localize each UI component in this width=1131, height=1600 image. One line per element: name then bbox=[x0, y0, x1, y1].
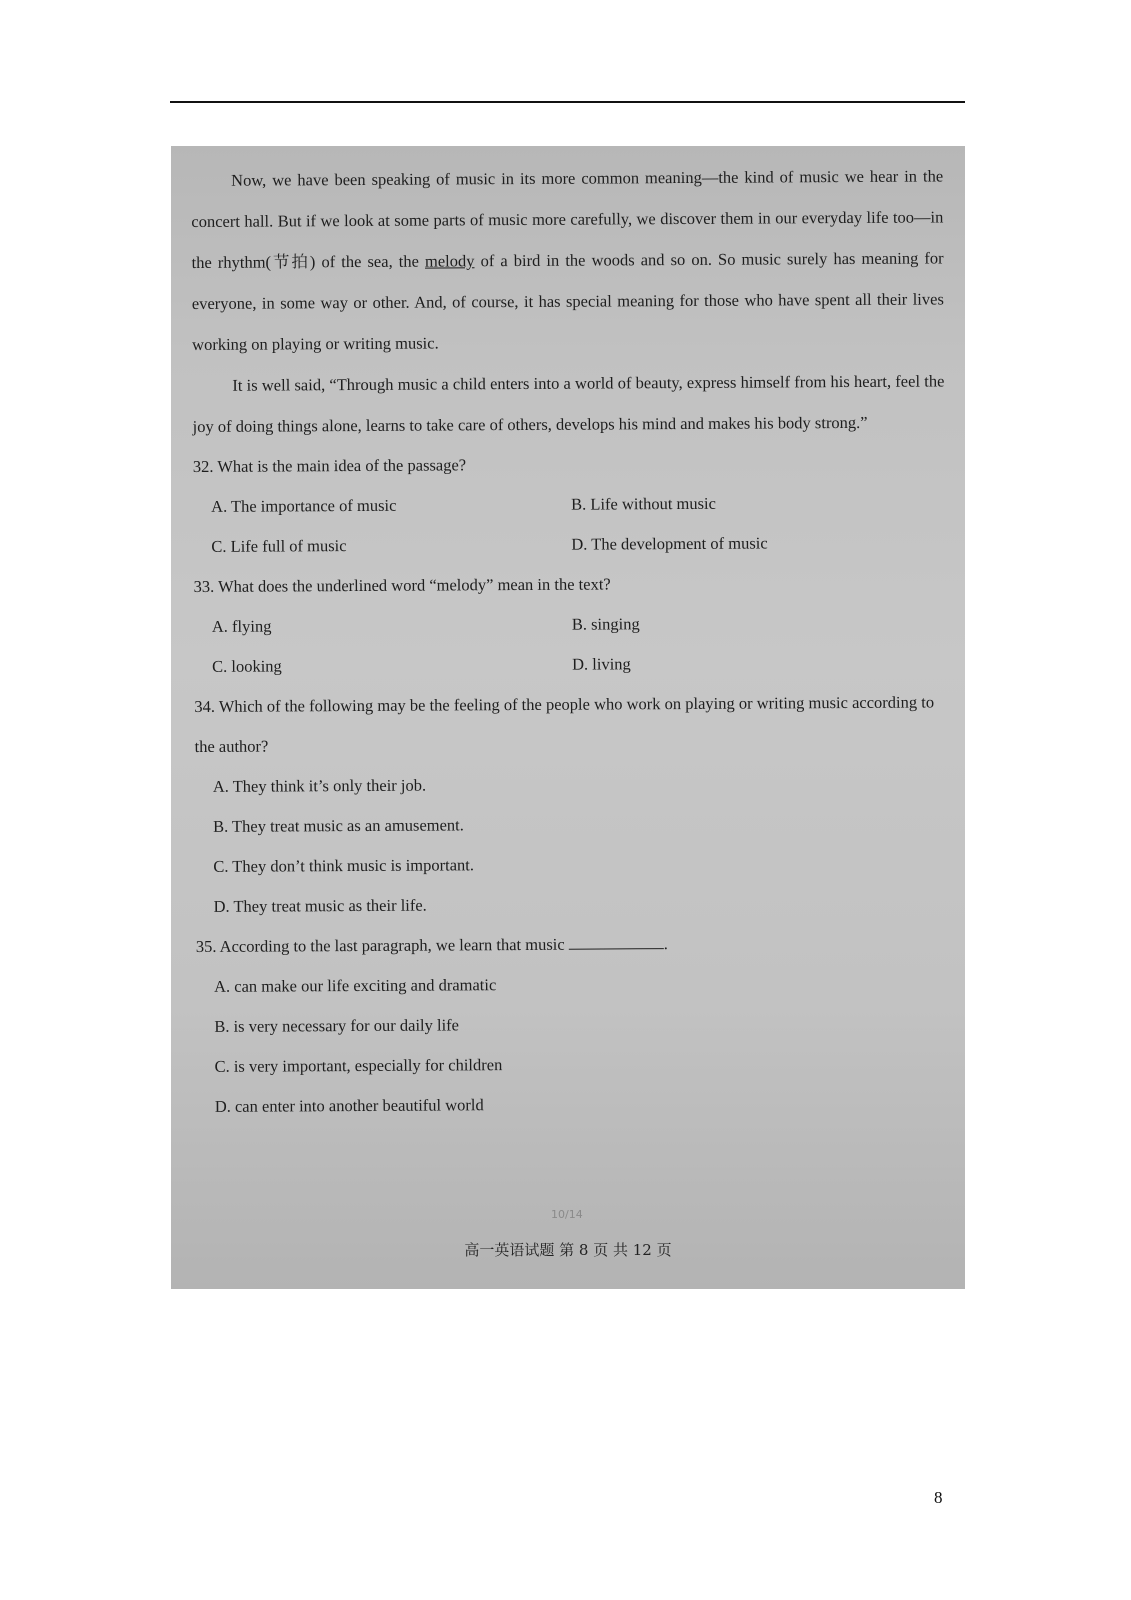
option-33-c: C. looking bbox=[212, 656, 282, 676]
scan-stamp: 10/14 bbox=[551, 1208, 583, 1221]
header-rule bbox=[170, 101, 965, 103]
option-32-a: A. The importance of music bbox=[211, 495, 397, 516]
paragraph-1-text-b: of a bird in the woods and so on. So music surely has meaning for everyone, in some way or other. And, of course, it has special meaning for those who have spent all their lives working on playing or writing music. bbox=[191, 248, 944, 354]
option-34-b: B. They treat music as an amusement. bbox=[213, 815, 464, 836]
page-number: 8 bbox=[934, 1488, 943, 1507]
question-34-options bbox=[195, 762, 948, 927]
option-35-d: D. can enter into another beautiful world bbox=[214, 1095, 484, 1116]
option-35-c: C. is very important, especially for children bbox=[214, 1055, 503, 1076]
option-32-c: C. Life full of music bbox=[211, 536, 347, 556]
paragraph-2-text: It is well said, “Through music a child enters into a world of beauty, express himself from his heart, feel the joy of doing things alone, learns to take care of others, develops his mind and makes his body strong.” bbox=[192, 371, 945, 436]
question-33-stem: 33. What does the underlined word “melody” mean in the text? bbox=[193, 574, 611, 596]
option-row bbox=[193, 482, 945, 527]
passage-paragraph-2 bbox=[192, 360, 944, 447]
option-34-d: D. They treat music as their life. bbox=[213, 895, 427, 916]
option-34-a: A. They think it’s only their job. bbox=[212, 775, 427, 796]
option-32-d: D. The development of music bbox=[571, 533, 768, 554]
option-33-a: A. flying bbox=[211, 616, 272, 636]
option-35-a: A. can make our life exciting and dramatic bbox=[213, 975, 497, 996]
option-32-b: B. Life without music bbox=[571, 493, 716, 514]
question-33-options bbox=[194, 602, 946, 687]
option-34-c: C. They don’t think music is important. bbox=[213, 855, 475, 876]
question-35-stem-text: 35. According to the last paragraph, we learn that music bbox=[195, 934, 565, 956]
option-35-b: B. is very necessary for our daily life bbox=[214, 1015, 460, 1036]
scan-content bbox=[191, 155, 949, 1127]
underlined-word-melody: melody bbox=[424, 251, 475, 271]
question-34-stem: 34. Which of the following may be the feeling of the people who work on playing or writing music according to the author? bbox=[194, 692, 935, 756]
passage-paragraph-1 bbox=[191, 155, 944, 365]
option-row bbox=[194, 602, 946, 647]
option-row bbox=[194, 642, 946, 687]
option-33-d: D. living bbox=[572, 654, 631, 674]
answer-blank bbox=[569, 934, 664, 950]
option-33-b: B. singing bbox=[571, 614, 640, 634]
question-35-stem bbox=[196, 922, 948, 967]
paragraph-1-text-a: Now, we have been speaking of music in its more common meaning—the kind of music we hear in the concert hall. But if we look at some parts of music more carefully, we discover them in our everyday life too—in the rhythm(节拍) of the sea, the bbox=[191, 166, 944, 272]
question-32-options bbox=[193, 482, 945, 567]
question-32-stem: 32. What is the main idea of the passage? bbox=[192, 455, 467, 476]
scanned-exam-page bbox=[171, 146, 965, 1289]
option-row bbox=[193, 522, 945, 567]
question-35-stem-end: . bbox=[663, 934, 668, 954]
question-35-options bbox=[196, 962, 949, 1127]
scan-page-footer: 高一英语试题 第 8 页 共 12 页 bbox=[464, 1241, 672, 1259]
